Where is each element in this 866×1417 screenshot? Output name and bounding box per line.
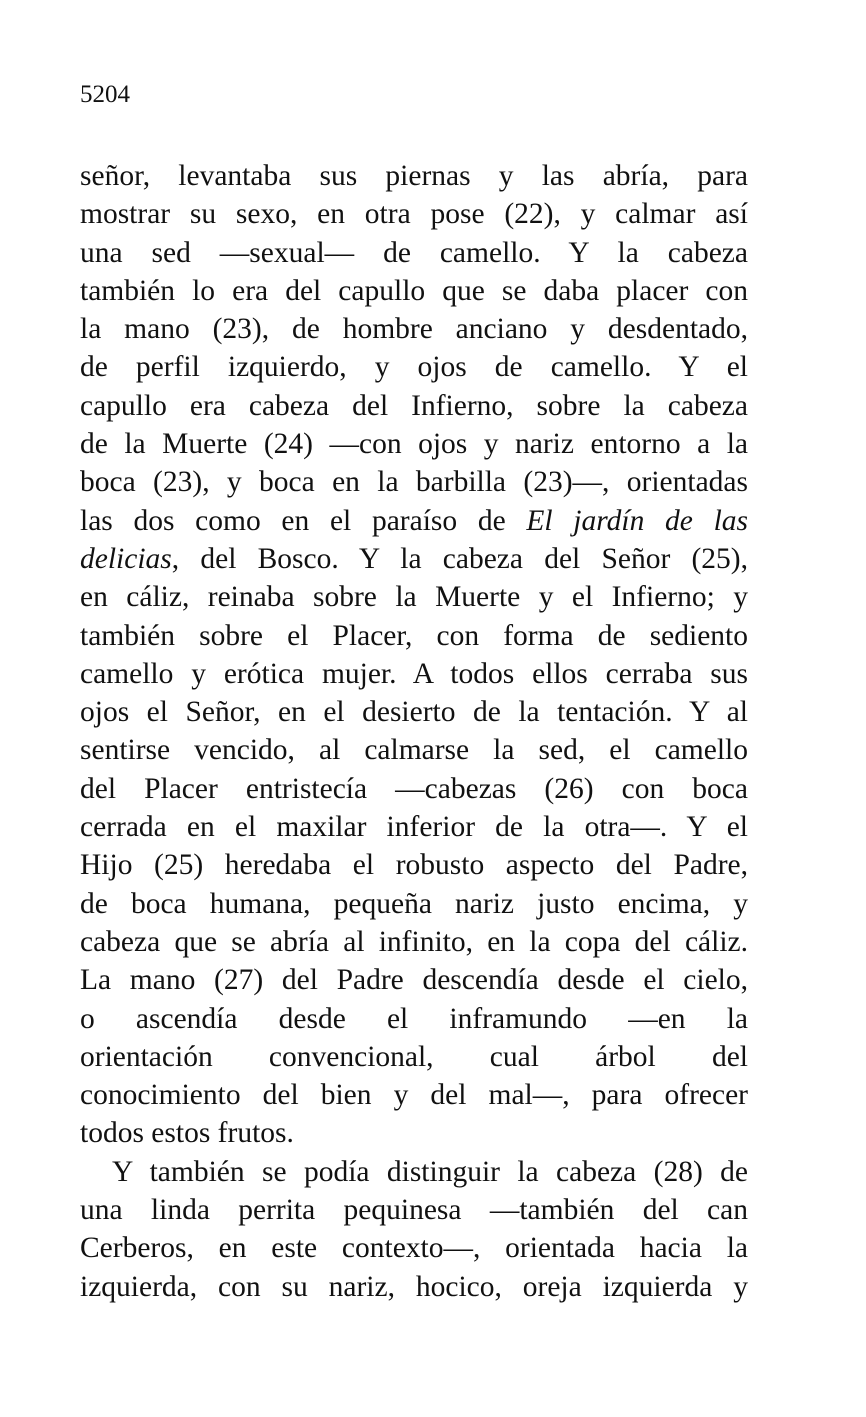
text-line: boca (23), y boca en la barbilla (23)—, orientadas [80,466,748,499]
text-line: también lo era del capullo que se daba placer con [80,274,748,307]
paragraph-2 [80,1153,748,1306]
text-line [80,540,748,578]
text-line: señor, levantaba sus piernas y las abría, para [80,160,748,192]
text-line [80,502,748,540]
text-line: cabeza que se abría al infinito, en la copa del cáliz. [80,925,748,958]
text-line: una sed —sexual— de camello. Y la cabeza [80,236,748,269]
text-line: conocimiento del bien y del mal—, para ofrecer [80,1079,748,1112]
text-segment: , del Bosco. Y la cabeza del Señor (25), [171,542,748,575]
text-line: La mano (27) del Padre descendía desde el cielo, [80,964,748,997]
body-text [80,157,748,1306]
text-line: sentirse vencido, al calmarse la sed, el camello [80,734,748,767]
text-line: o ascendía desde el inframundo —en la [80,1002,748,1035]
book-title-italic: delicias [80,542,172,575]
text-line: todos estos frutos. [80,1117,294,1150]
text-line: del Placer entristecía —cabezas (26) con boca [80,772,748,805]
text-line: Hijo (25) heredaba el robusto aspecto del Padre, [80,849,748,882]
text-line: Cerberos, en este contexto—, orientada hacia la [80,1232,748,1265]
text-line: capullo era cabeza del Infierno, sobre la cabeza [80,389,748,422]
text-line: de la Muerte (24) —con ojos y nariz entorno a la [80,428,748,461]
text-line: de boca humana, pequeña nariz justo encima, y [80,887,748,920]
text-line: la mano (23), de hombre anciano y desdentado, [80,313,748,346]
text-line: en cáliz, reinaba sobre la Muerte y el Infierno; y [80,581,748,614]
text-line: mostrar su sexo, en otra pose (22), y calmar así [80,198,748,231]
text-line: camello y erótica mujer. A todos ellos cerraba sus [80,657,748,690]
text-segment: las dos como en el paraíso de [80,504,527,537]
text-line: Y también se podía distinguir la cabeza (28) de [112,1155,748,1188]
text-line: de perfil izquierdo, y ojos de camello. Y el [80,351,748,384]
paragraph-1 [80,157,748,1153]
book-title-italic: El jardín de las [526,504,748,537]
text-line: cerrada en el maxilar inferior de la otra—. Y el [80,811,748,844]
text-line: una linda perrita pequinesa —también del can [80,1194,748,1227]
text-line: también sobre el Placer, con forma de sediento [80,619,748,652]
text-line: ojos el Señor, en el desierto de la tentación. Y al [80,696,748,729]
page-number: 5204 [80,81,130,108]
text-line: izquierda, con su nariz, hocico, oreja izquierda y [80,1270,748,1303]
text-line: orientación convencional, cual árbol del [80,1040,748,1073]
